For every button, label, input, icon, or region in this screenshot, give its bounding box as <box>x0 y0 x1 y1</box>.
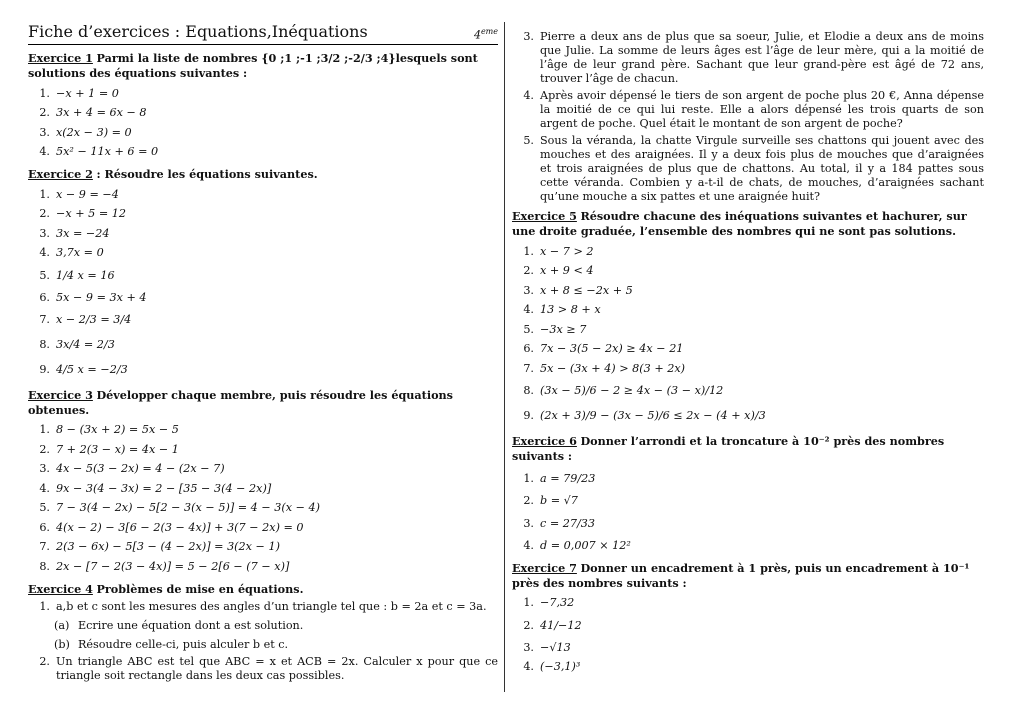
exercise-5-instruction: Résoudre chacune des inéquations suivantes et hachurer, sur une droite graduée, l’ensemble des nombres qui ne sont pas solutions. <box>512 209 967 238</box>
equation: 4/5 x = −2/3 <box>56 363 128 376</box>
list-item: 3. x + 8 ≤ −2x + 5 <box>523 283 633 297</box>
problem-text: Un triangle ABC est tel que ABC = x et ACB = 2x. Calculer x pour que ce triangle soit rectangle dans les deux cas possibles. <box>56 654 498 682</box>
list-item: 4. 5x² − 11x + 6 = 0 <box>39 145 159 159</box>
class-level-suffix: eme <box>480 26 498 36</box>
exercise-5-label: Exercice 5 <box>512 209 577 223</box>
inequation: 13 > 8 + x <box>540 303 601 317</box>
list-item: 2. −x + 5 = 12 <box>39 207 127 221</box>
list-item: 9. 4/5 x = −2/3 <box>39 363 128 376</box>
list-item: 3. c = 27/33 <box>523 516 595 530</box>
list-item: 3. −√13 <box>523 640 571 654</box>
problem-text: Sous la véranda, la chatte Virgule surveille ses chattons qui jouent avec des mouches et des araignées. Il y a deux fois plus de mouches que d’araignées et trois araignées de plus que de chattons. Au total, il y a 184 pattes sous cette véranda. Combien y a-t-il de chats, de mouches, d’araignées sachant qu’une mouche a six pattes et une araignée huit? <box>540 134 984 203</box>
list-item: 1. −7,32 <box>523 596 575 610</box>
list-item: 8. 3x/4 = 2/3 <box>39 338 115 351</box>
page-title: Fiche d’exercices : Equations,Inéquations <box>28 22 368 41</box>
list-item: 1. x − 9 = −4 <box>39 187 119 201</box>
inequation: x + 9 < 4 <box>540 264 594 278</box>
page-header <box>28 22 498 45</box>
exercise-3-label: Exercice 3 <box>28 387 93 402</box>
problem-text: Pierre a deux ans de plus que sa soeur, Julie, et Elodie a deux ans de moins que Julie. La somme de leurs âges est l’âge de leur mère, qui a la moitié de l’âge de leur grand père. Sachant que leur grand-père est âgé de 72 ans, trouver l’âge de chacun. <box>540 30 984 85</box>
exercise-4-list-b <box>512 30 984 204</box>
list-item: 7. 2(3 − 6x) − 5[3 − (4 − 2x)] = 3(2x − 1) <box>39 540 280 554</box>
equation: 5x − 9 = 3x + 4 <box>56 290 147 304</box>
exercise-3-heading <box>28 388 498 418</box>
list-item: 6. 4(x − 2) − 3[6 − 2(3 − 4x)] + 3(7 − 2x) = 0 <box>39 520 304 534</box>
exercise-5-heading <box>512 209 984 239</box>
list-item: 8. 2x − [7 − 2(3 − 4x)] = 5 − 2[6 − (7 − x)] <box>39 559 290 573</box>
problem-text: Résoudre celle-ci, puis alculer b et c. <box>78 638 289 651</box>
exercise-3-instruction: Développer chaque membre, puis résoudre les équations obtenues. <box>28 387 453 417</box>
list-item: 6. 5x − 9 = 3x + 4 <box>39 290 147 304</box>
list-item: 1. 8 − (3x + 2) = 5x − 5 <box>39 423 179 437</box>
equation: x − 2/3 = 3/4 <box>56 313 132 326</box>
list-item: 2. 41/−12 <box>523 618 582 632</box>
inequation: 5x − (3x + 4) > 8(3 + 2x) <box>540 361 686 375</box>
exercise-1-heading <box>28 51 498 81</box>
exercise-2-label: Exercice 2 <box>28 167 93 181</box>
list-item: 1. a,b et c sont les mesures des angles d’un triangle tel que : b = 2a et c = 3a. <box>28 600 498 614</box>
equation: x(2x − 3) = 0 <box>56 125 132 139</box>
number-expression: a = 79/23 <box>540 472 596 485</box>
exercise-6-heading <box>512 434 984 464</box>
equation: 3x = −24 <box>56 226 110 240</box>
exercise-7-heading <box>512 561 984 591</box>
number-expression: (−3,1)³ <box>540 660 581 674</box>
right-column <box>512 30 984 677</box>
list-item: 3. 4x − 5(3 − 2x) = 4 − (2x − 7) <box>39 462 225 476</box>
equation: 7 − 3(4 − 2x) − 5[2 − 3(x − 5)] = 4 − 3(x − 4) <box>56 501 321 515</box>
exercise-7-instruction: Donner un encadrement à 1 près, puis un encadrement à 10⁻¹ près des nombres suivants : <box>512 560 970 590</box>
equation: 7 + 2(3 − x) = 4x − 1 <box>56 442 179 456</box>
equation: −x + 5 = 12 <box>56 207 127 221</box>
class-level <box>474 27 498 42</box>
list-item: 2. 3x + 4 = 6x − 8 <box>39 106 147 120</box>
equation: 5x² − 11x + 6 = 0 <box>56 145 159 159</box>
inequation: −3x ≥ 7 <box>540 322 587 336</box>
equation: 1/4 x = 16 <box>56 268 115 282</box>
list-item: 7. x − 2/3 = 3/4 <box>39 313 132 326</box>
list-item: 4. Après avoir dépensé le tiers de son argent de poche plus 20 €, Anna dépense la moitié de ce qui lui reste. Elle a alors dépensé les trois quarts de son argent de poche. Quel était le montant de son argent de poche? <box>523 89 984 130</box>
exercise-4-label: Exercice 4 <box>28 581 93 596</box>
list-item: 2. Un triangle ABC est tel que ABC = x et ACB = 2x. Calculer x pour que ce triangle soit rectangle dans les deux cas possibles. <box>39 654 498 682</box>
exercise-6-label: Exercice 6 <box>512 433 577 448</box>
problem-text: Après avoir dépensé le tiers de son argent de poche plus 20 €, Anna dépense la moitié de ce qui lui reste. Elle a alors dépensé les trois quarts de son argent de poche. Quel était le montant de son argent de poche? <box>540 89 984 130</box>
list-item: 7. 5x − (3x + 4) > 8(3 + 2x) <box>523 361 686 375</box>
list-item: 1. −x + 1 = 0 <box>39 86 119 100</box>
exercise-1-label: Exercice 1 <box>28 51 93 65</box>
left-column <box>28 22 498 686</box>
equation: 9x − 3(4 − 3x) = 2 − [35 − 3(4 − 2x)] <box>56 481 272 495</box>
equation: 2(3 − 6x) − 5[3 − (4 − 2x)] = 3(2x − 1) <box>56 540 280 554</box>
list-item: 4. d = 0,007 × 12² <box>523 538 631 552</box>
list-item: 4. 13 > 8 + x <box>523 303 601 317</box>
class-level-number: 4 <box>473 28 481 42</box>
list-item: 2. 7 + 2(3 − x) = 4x − 1 <box>39 442 179 456</box>
inequation: x + 8 ≤ −2x + 5 <box>540 283 633 297</box>
list-item: 1. x − 7 > 2 <box>523 244 594 258</box>
exercise-1-list <box>28 84 498 162</box>
equation: 3,7x = 0 <box>56 246 104 260</box>
number-expression: b = √7 <box>540 494 578 508</box>
sub-item: (a) Ecrire une équation dont a est solution. <box>54 619 304 632</box>
exercise-6-instruction: Donner l’arrondi et la troncature à 10⁻² près des nombres suivants : <box>512 433 945 463</box>
inequation: (2x + 3)/9 − (3x − 5)/6 ≤ 2x − (4 + x)/3 <box>540 409 766 422</box>
inequation: x − 7 > 2 <box>540 244 594 258</box>
list-item: 4. (−3,1)³ <box>523 660 581 674</box>
equation: 3x + 4 = 6x − 8 <box>56 106 147 120</box>
list-item: 1. a = 79/23 <box>523 472 596 485</box>
list-item: 3. Pierre a deux ans de plus que sa soeur, Julie, et Elodie a deux ans de moins que Julie. La somme de leurs âges est l’âge de leur mère, qui a la moitié de l’âge de leur grand père. Sachant que leur grand-père est âgé de 72 ans, trouver l’âge de chacun. <box>523 30 984 85</box>
exercise-4-heading <box>28 582 498 597</box>
exercise-5-list <box>512 242 984 429</box>
equation: 3x/4 = 2/3 <box>56 338 115 351</box>
column-divider <box>504 22 505 692</box>
equation: −x + 1 = 0 <box>56 86 119 100</box>
exercise-6-list <box>512 467 984 556</box>
list-item: 2. b = √7 <box>523 494 578 508</box>
list-item: 4. 9x − 3(4 − 3x) = 2 − [35 − 3(4 − 2x)] <box>39 481 272 495</box>
equation: x − 9 = −4 <box>56 187 119 201</box>
exercise-2-list <box>28 185 498 383</box>
list-item: 5. −3x ≥ 7 <box>523 322 587 336</box>
problem-text: Ecrire une équation dont a est solution. <box>78 619 304 632</box>
equation: 4(x − 2) − 3[6 − 2(3 − 4x)] + 3(7 − 2x) = 0 <box>56 520 304 534</box>
number-expression: d = 0,007 × 12² <box>540 538 631 552</box>
list-item: 5. 1/4 x = 16 <box>39 268 115 282</box>
exercise-4-list-a <box>28 600 498 683</box>
list-item: 2. x + 9 < 4 <box>523 264 594 278</box>
list-item: 3. x(2x − 3) = 0 <box>39 125 132 139</box>
equation: 2x − [7 − 2(3 − 4x)] = 5 − 2[6 − (7 − x)] <box>56 559 290 573</box>
equation: 8 − (3x + 2) = 5x − 5 <box>56 423 179 437</box>
problem-text: a,b et c sont les mesures des angles d’un triangle tel que : b = 2a et c = 3a. <box>56 599 487 613</box>
list-item: 5. 7 − 3(4 − 2x) − 5[2 − 3(x − 5)] = 4 − 3(x − 4) <box>39 501 321 515</box>
exercise-7-label: Exercice 7 <box>512 560 577 575</box>
exercise-2-heading <box>28 167 498 182</box>
list-item: 3. 3x = −24 <box>39 226 110 240</box>
exercise-4-instruction: Problèmes de mise en équations. <box>96 581 304 596</box>
equation: 4x − 5(3 − 2x) = 4 − (2x − 7) <box>56 462 225 476</box>
number-expression: −7,32 <box>540 596 575 610</box>
exercise-2-instruction: : Résoudre les équations suivantes. <box>96 167 318 181</box>
list-item: 8. (3x − 5)/6 − 2 ≥ 4x − (3 − x)/12 <box>523 384 724 397</box>
list-item: 5. Sous la véranda, la chatte Virgule surveille ses chattons qui jouent avec des mouches et des araignées. Il y a deux fois plus de mouches que d’araignées et trois araignées de plus que de chattons. Au total, il y a 184 pattes sous cette véranda. Combien y a-t-il de chats, de mouches, d’araignées sachant qu’une mouche a six pattes et une araignée huit? <box>523 134 984 203</box>
number-expression: −√13 <box>540 640 571 654</box>
list-item: 4. 3,7x = 0 <box>39 246 104 260</box>
number-expression: c = 27/33 <box>540 516 595 530</box>
list-item: 9. (2x + 3)/9 − (3x − 5)/6 ≤ 2x − (4 + x)/3 <box>523 409 766 422</box>
exercise-3-list <box>28 421 498 577</box>
sub-item: (b) Résoudre celle-ci, puis alculer b et c. <box>54 638 289 651</box>
list-item: 6. 7x − 3(5 − 2x) ≥ 4x − 21 <box>523 342 684 356</box>
exercise-1-instruction: Parmi la liste de nombres {0 ;1 ;-1 ;3/2 ;-2/3 ;4}lesquels sont solutions des équations suivantes : <box>28 51 478 80</box>
exercise-7-list <box>512 594 984 678</box>
number-expression: 41/−12 <box>540 618 582 632</box>
inequation: (3x − 5)/6 − 2 ≥ 4x − (3 − x)/12 <box>540 384 724 397</box>
inequation: 7x − 3(5 − 2x) ≥ 4x − 21 <box>540 342 684 356</box>
